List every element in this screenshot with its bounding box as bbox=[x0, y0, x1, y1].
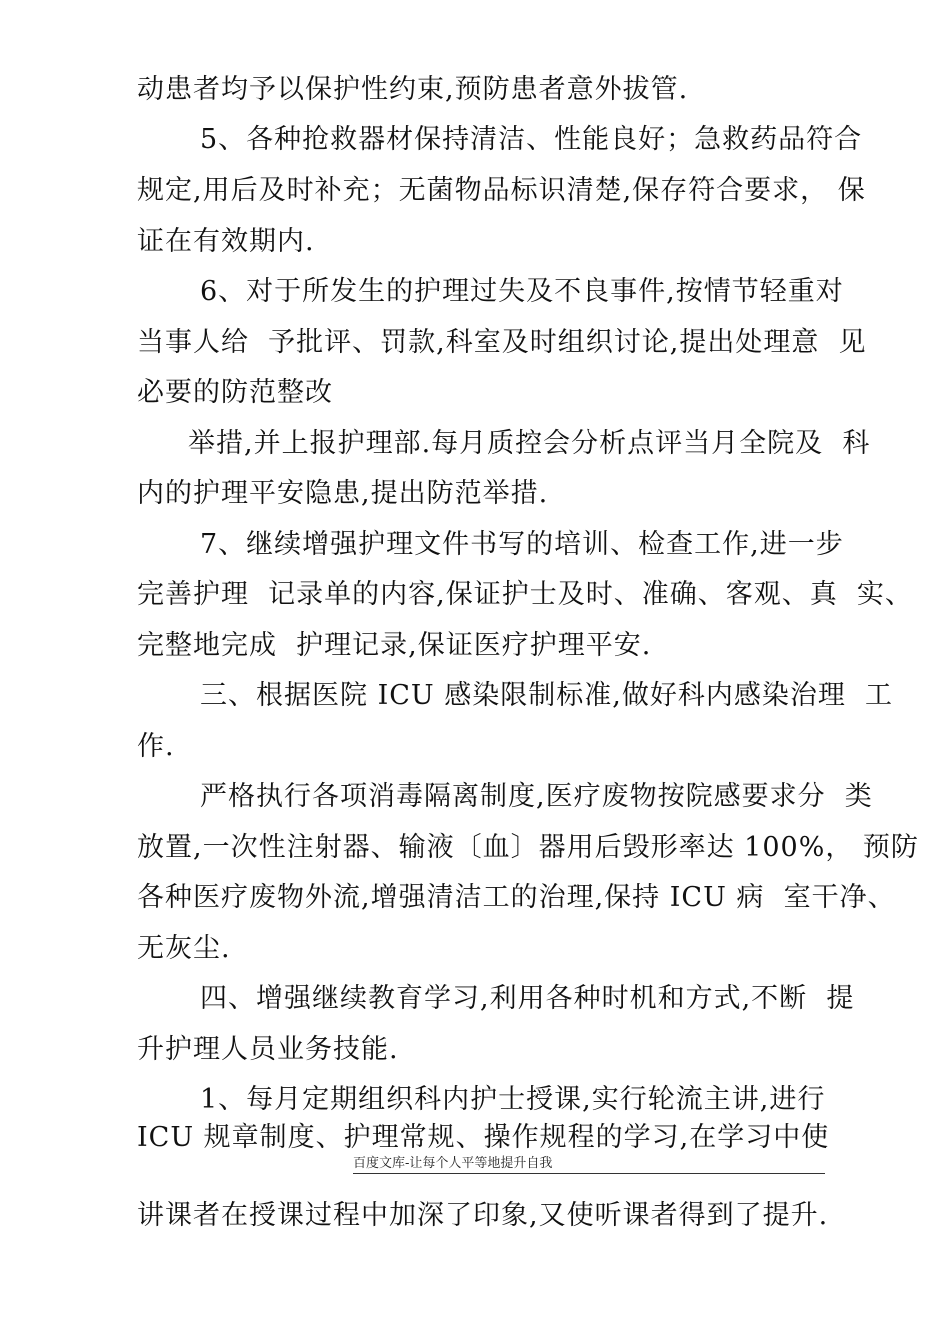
text-line: 7、继续增强护理文件书写的培训、检查工作,进一步 bbox=[200, 529, 844, 560]
text-line: 四、增强继续教育学习,利用各种时机和方式,不断 提 bbox=[200, 983, 855, 1014]
text-line: 1、每月定期组织科内护士授课,实行轮流主讲,进行 bbox=[200, 1084, 826, 1115]
text-line: 放置,一次性注射器、输液〔血〕器用后毁形率达 100%， 预防 bbox=[137, 832, 919, 863]
text-line: 三、根据医院 ICU 感染限制标准,做好科内感染治理 工 bbox=[200, 680, 893, 711]
text-line: 举措,并上报护理部.每月质控会分析点评当月全院及 科 bbox=[188, 428, 871, 459]
text-line: 规定,用后及时补充；无菌物品标识清楚,保存符合要求， 保 bbox=[137, 175, 866, 206]
page-footer-text: 百度文库-让每个人平等地提升自我 bbox=[353, 1156, 553, 1171]
text-line: 完善护理 记录单的内容,保证护士及时、准确、客观、真 实、 bbox=[137, 579, 913, 610]
text-line: 完整地完成 护理记录,保证医疗护理平安. bbox=[137, 630, 652, 661]
text-line: 动患者均予以保护性约束,预防患者意外拔管. bbox=[137, 74, 689, 105]
text-line: 当事人给 予批评、罚款,科室及时组织讨论,提出处理意 见 bbox=[137, 327, 867, 358]
text-line: 证在有效期内. bbox=[137, 226, 315, 257]
text-line: ICU 规章制度、护理常规、操作规程的学习,在学习中使 bbox=[137, 1122, 830, 1153]
text-line: 升护理人员业务技能. bbox=[137, 1034, 399, 1065]
text-line: 讲课者在授课过程中加深了印象,又使听课者得到了提升. bbox=[137, 1200, 829, 1231]
text-line: 必要的防范整改 bbox=[137, 377, 333, 408]
footer-divider bbox=[353, 1173, 825, 1174]
text-line: 各种医疗废物外流,增强清洁工的治理,保持 ICU 病 室干净、 bbox=[137, 882, 896, 913]
text-line: 严格执行各项消毒隔离制度,医疗废物按院感要求分 类 bbox=[200, 781, 873, 812]
text-line: 内的护理平安隐患,提出防范举措. bbox=[137, 478, 549, 509]
text-line: 6、对于所发生的护理过失及不良事件,按情节轻重对 bbox=[200, 276, 844, 307]
text-line: 无灰尘. bbox=[137, 933, 231, 964]
text-line: 作. bbox=[137, 731, 175, 762]
text-line: 5、各种抢救器材保持清洁、性能良好；急救药品符合 bbox=[200, 124, 863, 155]
